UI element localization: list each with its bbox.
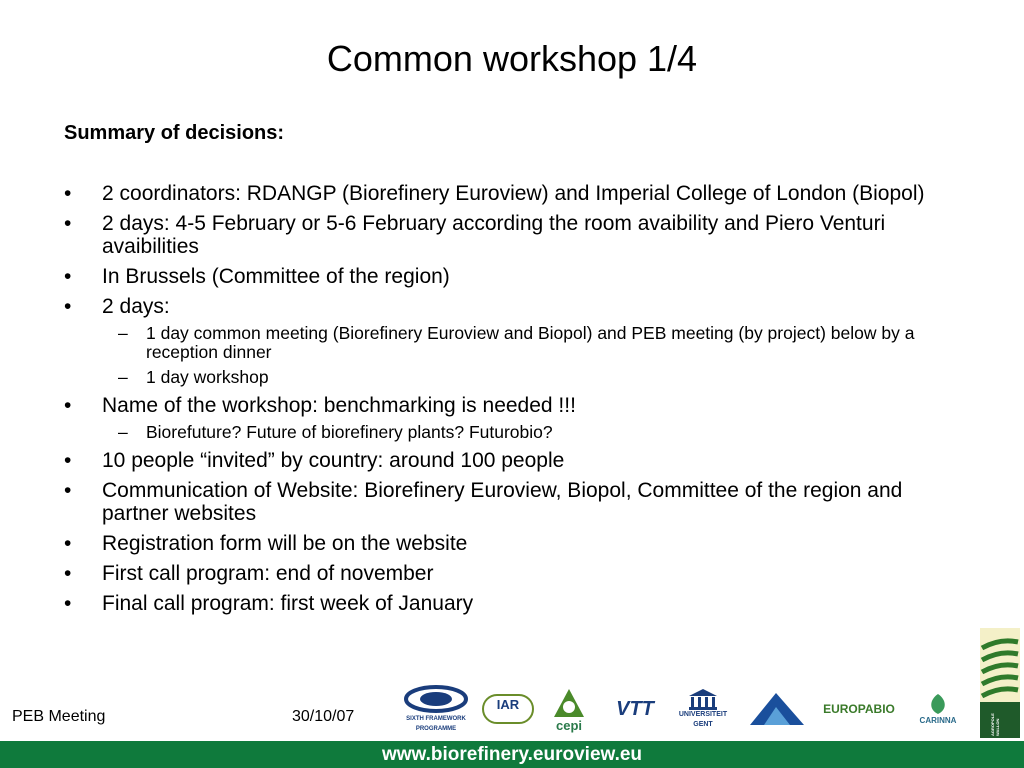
sub-bullet-item: – 1 day common meeting (Biorefinery Euroview and Biopol) and PEB meeting (by project) below by a reception dinner: [102, 324, 964, 362]
sixth-framework-logo: [400, 682, 472, 736]
bullet-text: Final call program: first week of January: [102, 592, 474, 615]
footer-date: 30/10/07: [292, 708, 355, 725]
sixth-framework-text: SIXTH FRAMEWORK PROGRAMME: [406, 716, 466, 732]
bullet-item: [64, 479, 964, 525]
carinna-text: CARINNA: [919, 716, 957, 725]
mountain-icon: [746, 689, 808, 729]
slide-title: Common workshop 1/4: [326, 38, 698, 79]
wallon-text: AGROPOLE WALLON: [990, 713, 1000, 736]
europabio-text: EUROPABIO: [823, 702, 895, 716]
bullet-item: [64, 394, 964, 442]
footer-bar: [0, 741, 1024, 768]
bullet-item: [64, 212, 964, 258]
bullet-item: [64, 592, 964, 615]
cepi-text: cepi: [555, 718, 582, 733]
ugent-text: UNIVERSITEIT GENT: [678, 711, 728, 728]
bullet-text: 2 coordinators: RDANGP (Biorefinery Euroview) and Imperial College of London (Biopol): [102, 182, 925, 205]
bullet-item: [64, 182, 964, 205]
ugent-logo: [674, 682, 732, 736]
bullet-list: [64, 182, 964, 622]
vtt-logo: [600, 682, 670, 736]
sixth-framework-icon: [404, 684, 468, 714]
bullet-text: Communication of Website: Biorefinery Euroview, Biopol, Committee of the region and partner websites: [102, 479, 903, 525]
footer-url[interactable]: www.biorefinery.euroview.eu: [381, 744, 643, 765]
bullet-item: [64, 532, 964, 555]
bullet-text: In Brussels (Committee of the region): [102, 265, 450, 288]
bullet-text: 10 people “invited” by country: around 100 people: [102, 449, 565, 472]
partner-logos: [400, 682, 980, 736]
vtt-text: VTT: [616, 698, 654, 720]
bullet-text: First call program: end of november: [102, 562, 434, 585]
footer-label: PEB Meeting: [12, 708, 106, 725]
sub-bullet-list: [102, 423, 964, 442]
iar-logo: [478, 682, 538, 736]
bullet-item: [64, 295, 964, 387]
bullet-item: [64, 449, 964, 472]
carinna-logo: [908, 682, 968, 736]
agropole-wallon-logo: [980, 628, 1020, 738]
cepi-icon: [552, 687, 586, 721]
bullet-text: Registration form will be on the website: [102, 532, 468, 555]
bullet-text: 2 days:: [102, 295, 170, 318]
europabio-logo: [820, 682, 898, 736]
iar-text: IAR: [496, 697, 520, 712]
bullet-item: [64, 265, 964, 288]
cepi-logo: [544, 682, 594, 736]
bullet-text: 2 days: 4-5 February or 5-6 February according the room avaibility and Piero Venturi avaibilities: [102, 212, 886, 258]
bullet-text: Name of the workshop: benchmarking is needed !!!: [102, 394, 576, 417]
slide-subtitle: Summary of decisions:: [64, 122, 285, 144]
leaf-icon: [925, 692, 951, 716]
bullet-item: [64, 562, 964, 585]
sub-bullet-item: – 1 day workshop: [102, 368, 964, 387]
building-icon: [688, 688, 718, 710]
eszak-alfold-logo: [742, 682, 812, 736]
sub-bullet-item: – Biorefuture? Future of biorefinery plants? Futurobio?: [102, 423, 964, 442]
sub-bullet-list: [102, 324, 964, 387]
